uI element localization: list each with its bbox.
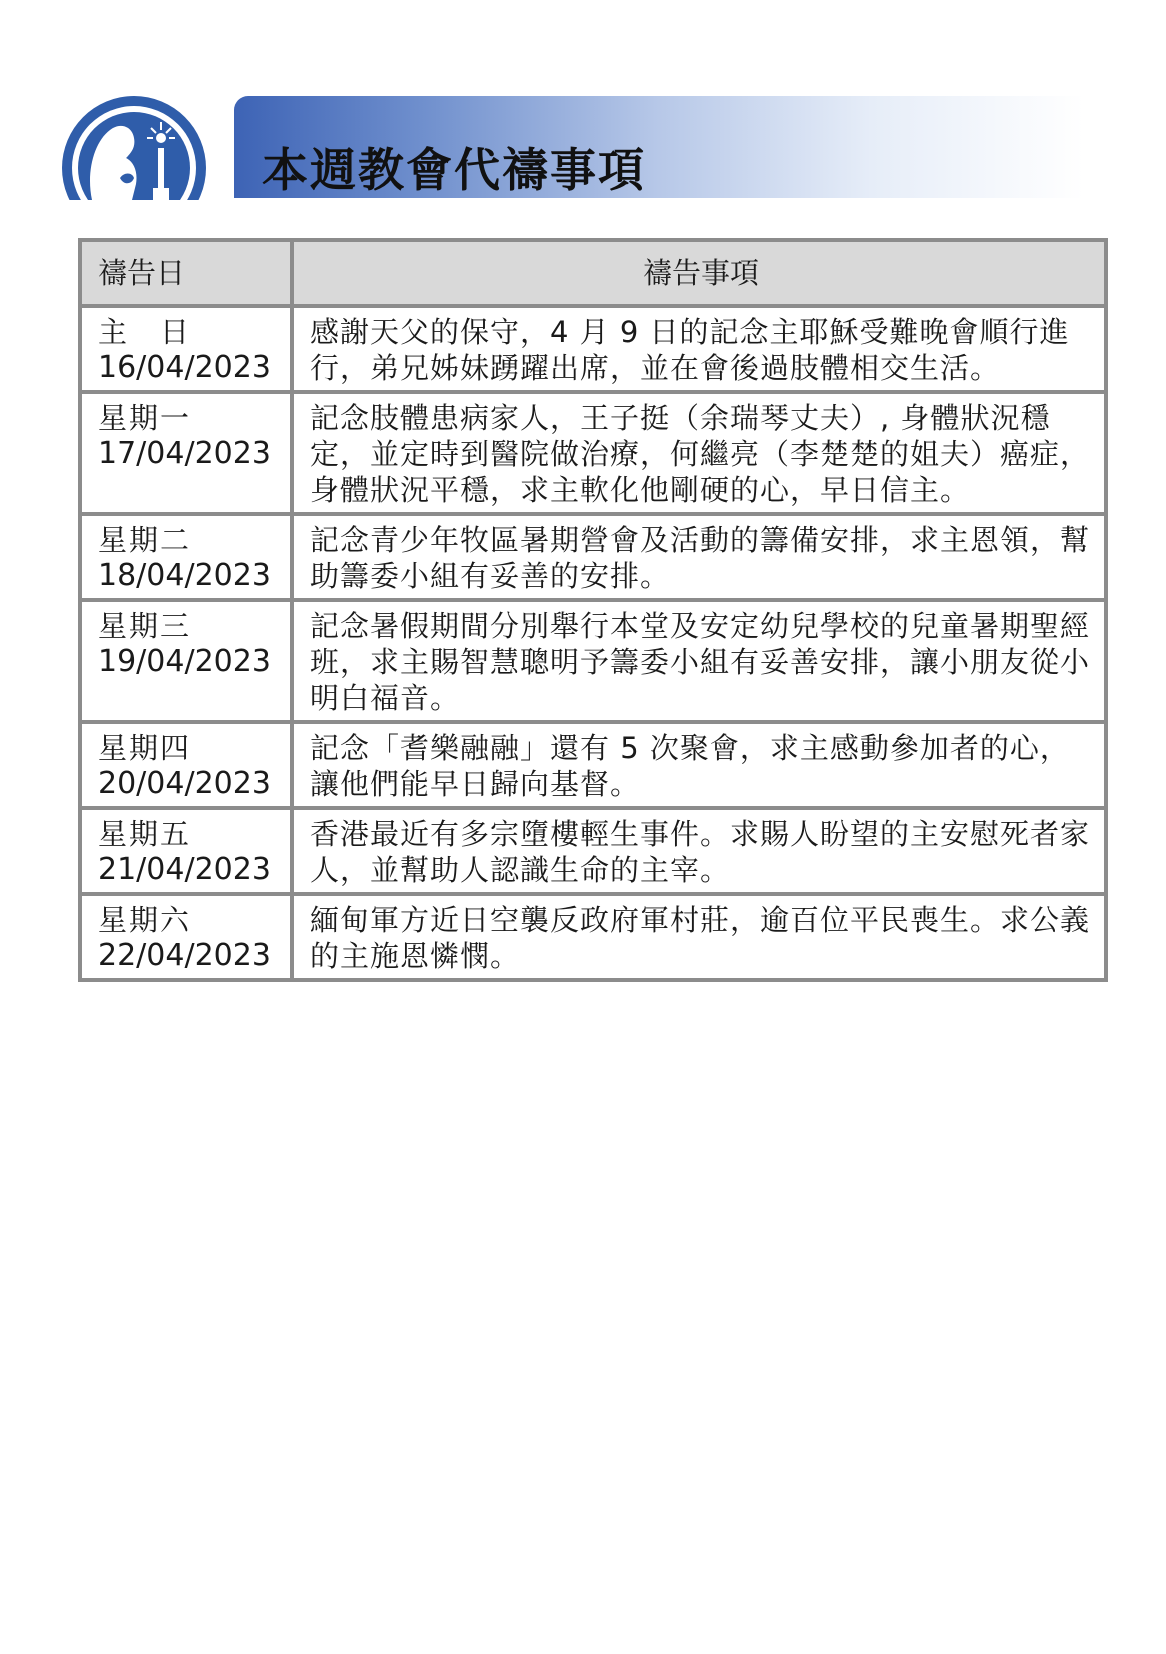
table-row bbox=[80, 392, 1106, 514]
prayer-item: 緬甸軍方近日空襲反政府軍村莊，逾百位平民喪生。求公義的主施恩憐憫。 bbox=[292, 894, 1106, 980]
day-cell bbox=[80, 392, 292, 514]
day-cell bbox=[80, 306, 292, 392]
weekday-label: 星期四 bbox=[98, 731, 192, 765]
table-header-row bbox=[80, 240, 1106, 306]
table-row bbox=[80, 306, 1106, 392]
column-header-item: 禱告事項 bbox=[292, 240, 1106, 306]
date-label: 19/04/2023 bbox=[98, 644, 271, 679]
date-label: 20/04/2023 bbox=[98, 766, 271, 801]
church-logo bbox=[62, 92, 212, 200]
date-label: 22/04/2023 bbox=[98, 938, 271, 973]
prayer-item: 記念暑假期間分別舉行本堂及安定幼兒學校的兒童暑期聖經班，求主賜智慧聰明予籌委小組有妥善安排，讓小朋友從小明白福音。 bbox=[292, 600, 1106, 722]
day-cell bbox=[80, 894, 292, 980]
day-cell bbox=[80, 722, 292, 808]
date-label: 18/04/2023 bbox=[98, 558, 271, 593]
prayer-item: 記念「耆樂融融」還有 5 次聚會，求主感動參加者的心，讓他們能早日歸向基督。 bbox=[292, 722, 1106, 808]
prayer-table bbox=[78, 238, 1108, 982]
prayer-item: 感謝天父的保守，4 月 9 日的記念主耶穌受難晚會順行進行，弟兄姊妹踴躍出席，並在會後過肢體相交生活。 bbox=[292, 306, 1106, 392]
table-row bbox=[80, 808, 1106, 894]
prayer-item: 記念肢體患病家人，王子挺（余瑞琴丈夫）, 身體狀況穩定，並定時到醫院做治療，何繼亮（李楚楚的姐夫）癌症，身體狀況平穩，求主軟化他剛硬的心，早日信主。 bbox=[292, 392, 1106, 514]
date-label: 16/04/2023 bbox=[98, 350, 271, 385]
page-title: 本週教會代禱事項 bbox=[262, 143, 646, 197]
weekday-label: 主 日 bbox=[98, 315, 192, 349]
day-cell bbox=[80, 514, 292, 600]
column-header-day: 禱告日 bbox=[80, 240, 292, 306]
weekday-label: 星期一 bbox=[98, 401, 192, 435]
table-row bbox=[80, 600, 1106, 722]
prayer-item: 記念青少年牧區暑期營會及活動的籌備安排，求主恩領，幫助籌委小組有妥善的安排。 bbox=[292, 514, 1106, 600]
weekday-label: 星期三 bbox=[98, 609, 192, 643]
weekday-label: 星期五 bbox=[98, 817, 192, 851]
prayer-item: 香港最近有多宗墮樓輕生事件。求賜人盼望的主安慰死者家人，並幫助人認識生命的主宰。 bbox=[292, 808, 1106, 894]
date-label: 17/04/2023 bbox=[98, 436, 271, 471]
day-cell bbox=[80, 600, 292, 722]
weekday-label: 星期二 bbox=[98, 523, 192, 557]
day-cell bbox=[80, 808, 292, 894]
table-row bbox=[80, 894, 1106, 980]
weekday-label: 星期六 bbox=[98, 903, 192, 937]
date-label: 21/04/2023 bbox=[98, 852, 271, 887]
table-row bbox=[80, 722, 1106, 808]
table-row bbox=[80, 514, 1106, 600]
